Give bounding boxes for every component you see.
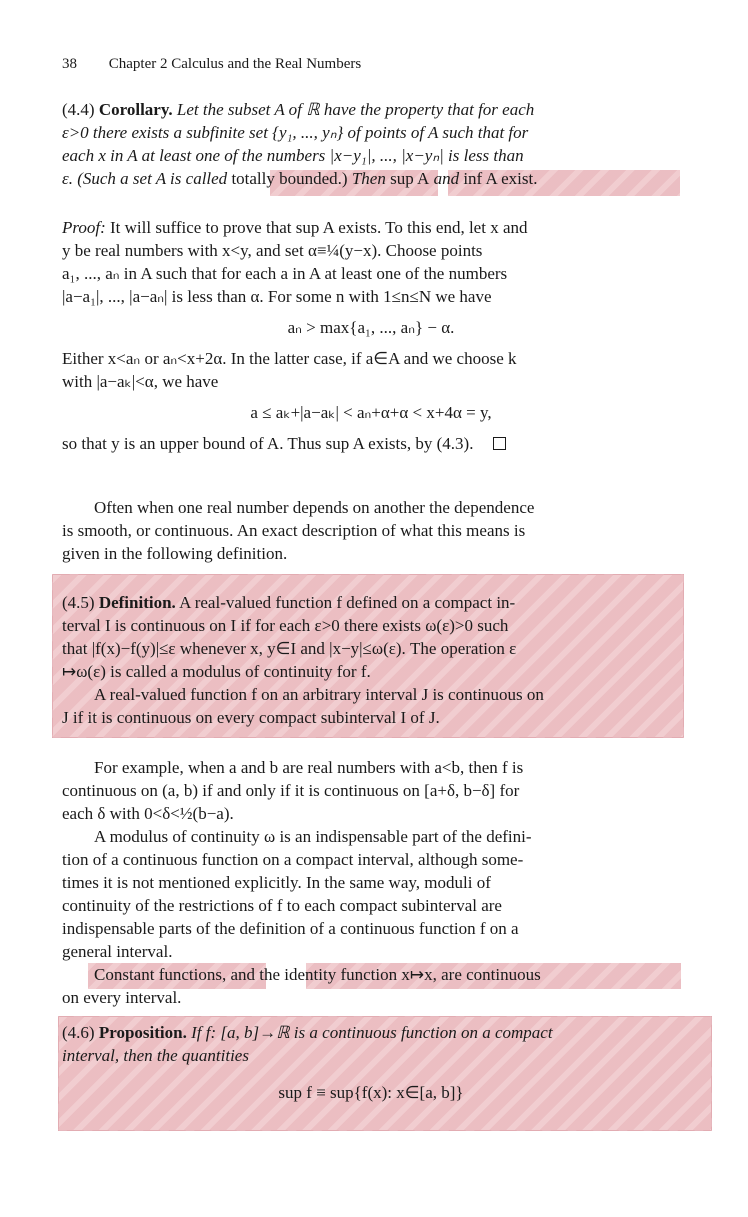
proof-equation-1: aₙ > max{a₁, ..., aₙ} − α. [287,318,455,337]
proposition-title: Proposition. [98,1023,187,1042]
example-line-5: tion of a continuous function on a compact interval, although some- [62,850,524,869]
term-totally-bounded: totally bounded.) [231,169,348,188]
proof-equation-2: a ≤ aₖ+|a−aₖ| < aₙ+α+α < x+4α = y, [250,403,492,422]
proof-line-7: so that y is an upper bound of A. Thus sup A exists, by (4.3). [62,434,474,453]
corollary-line-4a: ε. (Such a set A is called [62,169,232,188]
intro-line-3: given in the following definition. [62,544,288,563]
proof-line-3: a₁, ..., aₙ in A such that for each a in A at least one of the numbers [62,264,508,283]
page-number: 38 [62,56,77,72]
definition-line-6: J if it is continuous on every compact subinterval I of J. [62,708,440,727]
definition-line-2: terval I is continuous on I if for each ε>0 there exists ω(ε)>0 such [62,616,509,635]
running-title: Chapter 2 Calculus and the Real Numbers [108,56,362,72]
definition-line-5: A real-valued function f on an arbitrary interval J is continuous on [94,685,544,704]
proposition-equation: sup f ≡ sup{f(x): x∈[a, b]} [278,1083,464,1102]
definition-line-4: ↦ω(ε) is called a modulus of continuity for f. [62,662,371,681]
definition-title: Definition. [98,593,176,612]
example-line-2: continuous on (a, b) if and only if it is continuous on [a+δ, b−δ] for [62,781,520,800]
example-line-6: times it is not mentioned explicitly. In the same way, moduli of [62,873,491,892]
corollary-line-1: Let the subset A of ℝ have the property that for each [176,100,535,119]
proof-line-6: with |a−aₖ|<α, we have [62,372,219,391]
running-header [62,56,361,73]
term-sup-a: sup A [390,169,430,188]
intro-paragraph [62,496,680,565]
corollary-line-4e: and [429,169,464,188]
intro-line-2: is smooth, or continuous. An exact description of what this means is [62,521,526,540]
proposition-number: (4.6) [62,1023,95,1042]
corollary-line-3: each x in A at least one of the numbers |x−y₁|, ..., |x−yₙ| is less than [62,146,524,165]
term-identity-function: the identity function x↦x, are continuous [259,965,541,984]
term-constant-functions: Constant functions, [94,965,227,984]
proof [62,216,680,455]
proof-line-5: Either x<aₙ or aₙ<x+2α. In the latter case, if a∈A and we choose k [62,349,517,368]
proof-line-4: |a−a₁|, ..., |a−aₙ| is less than α. For some n with 1≤n≤N we have [62,287,492,306]
example-line-8: indispensable parts of the definition of a continuous function f on a [62,919,519,938]
intro-line-1: Often when one real number depends on another the dependence [94,498,535,517]
proposition [62,1021,680,1112]
corollary-line-4c: Then [347,169,391,188]
definition-line-3: that |f(x)−f(y)|≤ε whenever x, y∈I and |x−y|≤ω(ε). The operation ε [62,639,517,658]
example-line-10b: and [226,965,260,984]
corollary-number: (4.4) [62,100,95,119]
proposition-line-1: If f: [a, b]→ℝ is a continuous function on a compact [186,1023,553,1042]
example-line-4: A modulus of continuity ω is an indispensable part of the defini- [94,827,532,846]
proof-label: Proof: [62,218,106,237]
corollary-title: Corollary. [98,100,173,119]
term-inf-a: inf A exist. [463,169,538,188]
definition [62,591,680,729]
proof-line-1: It will suffice to prove that sup A exists. To this end, let x and [105,218,528,237]
proof-line-2: y be real numbers with x<y, and set α≡¼(y−x). Choose points [62,241,483,260]
corollary [62,98,680,190]
example-line-3: each δ with 0<δ<½(b−a). [62,804,234,823]
corollary-line-2: ε>0 there exists a subfinite set {y₁, ..., yₙ} of points of A such that for [62,123,529,142]
example-line-7: continuity of the restrictions of f to each compact subinterval are [62,896,502,915]
example-line-11: on every interval. [62,988,182,1007]
proposition-line-2: interval, then the quantities [62,1046,249,1065]
example-paragraph [62,756,680,1009]
qed-square-icon [493,437,506,450]
example-line-9: general interval. [62,942,173,961]
definition-number: (4.5) [62,593,95,612]
definition-line-1: A real-valued function f defined on a compact in- [175,593,516,612]
example-line-1: For example, when a and b are real numbers with a<b, then f is [94,758,524,777]
